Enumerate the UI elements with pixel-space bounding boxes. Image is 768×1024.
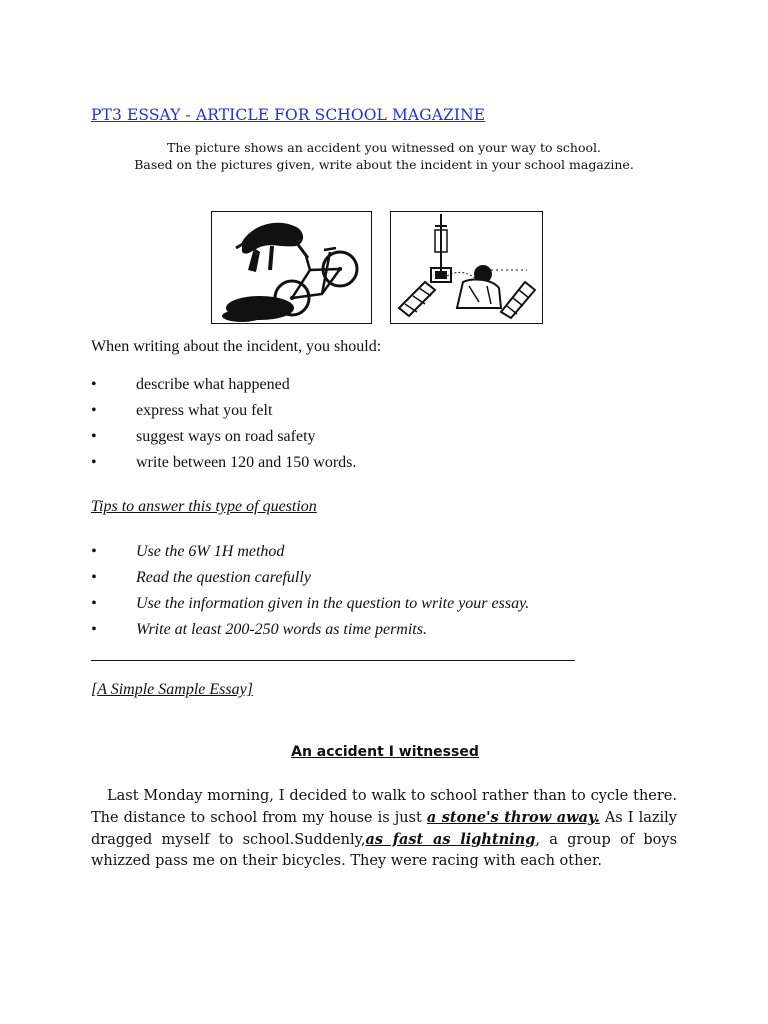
tips-heading: Tips to answer this type of question xyxy=(91,498,317,515)
bullet: • xyxy=(91,621,97,638)
bullet: • xyxy=(91,376,97,393)
bullet: • xyxy=(91,595,97,612)
bullet: • xyxy=(91,428,97,445)
divider xyxy=(91,660,575,661)
essay-emphasis-1: a stone's throw away. xyxy=(426,809,600,826)
list-item: • Use the information given in the question to write your essay. xyxy=(91,591,529,617)
instruction-line-2: Based on the pictures given, write about the incident in your school magazine. xyxy=(134,157,634,172)
tips-list xyxy=(91,539,529,643)
bullet: • xyxy=(91,454,97,471)
essay-emphasis-2: as fast as lightning xyxy=(365,831,536,848)
page-title: PT3 ESSAY - ARTICLE FOR SCHOOL MAGAZINE xyxy=(91,106,486,124)
task-lead: When writing about the incident, you should: xyxy=(91,338,382,355)
hospital-bed-illustration xyxy=(390,211,543,324)
list-item: • write between 120 and 150 words. xyxy=(91,450,356,476)
list-item: • Write at least 200-250 words as time permits. xyxy=(91,617,529,643)
list-item: • describe what happened xyxy=(91,372,356,398)
bicycle-accident-illustration xyxy=(211,211,372,324)
hospital-bed-icon xyxy=(391,212,542,323)
bicycle-accident-icon xyxy=(212,212,371,323)
instructions xyxy=(90,139,678,173)
bullet: • xyxy=(91,543,97,560)
bullet: • xyxy=(91,402,97,419)
essay-paragraph xyxy=(91,786,677,872)
list-item: • suggest ways on road safety xyxy=(91,424,356,450)
essay-text-3: , a group of boys whizzed pass me on their bicycles. They were racing with each other. xyxy=(91,832,678,869)
requirements-list xyxy=(91,372,356,476)
sample-label: [A Simple Sample Essay] xyxy=(91,681,253,698)
essay-text-1: Last Monday morning, I decided to walk to school rather than to cycle there. The distance to school from my house is just xyxy=(91,788,677,826)
list-item: • Use the 6W 1H method xyxy=(91,539,529,565)
essay-text-2: As I lazily dragged myself to school.Suddenly, xyxy=(91,810,677,848)
list-item: • express what you felt xyxy=(91,398,356,424)
essay-title: An accident I witnessed xyxy=(291,744,479,760)
bullet: • xyxy=(91,569,97,586)
instruction-line-1: The picture shows an accident you witnessed on your way to school. xyxy=(167,140,601,155)
list-item: • Read the question carefully xyxy=(91,565,529,591)
